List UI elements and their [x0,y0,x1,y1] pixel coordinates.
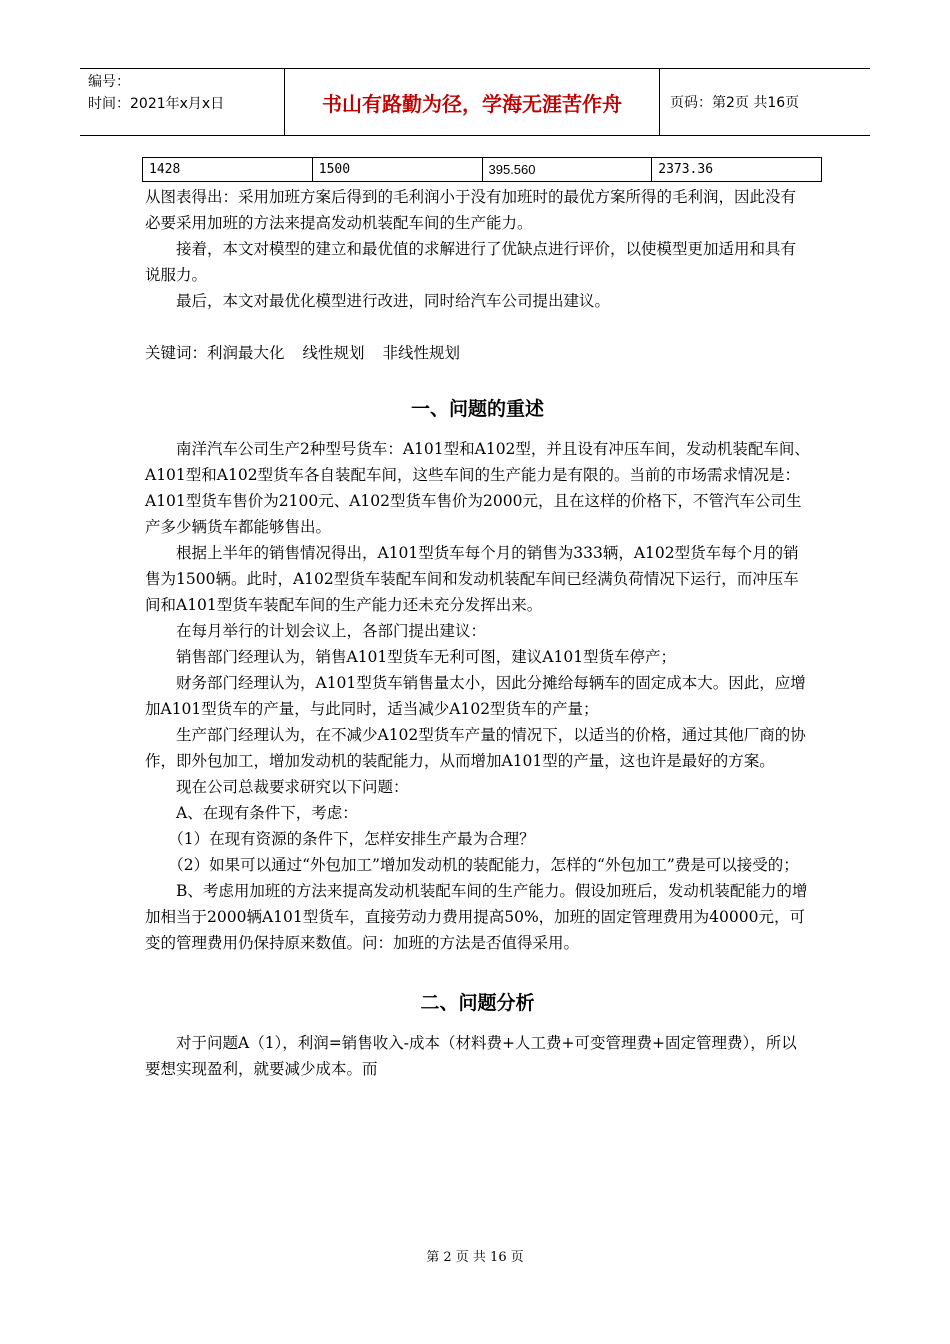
table-cell: 1500 [312,158,482,182]
body-paragraph: 在每月举行的计划会议上，各部门提出建议： [176,622,487,640]
section-heading: 一、问题的重述 [410,398,544,420]
table-row [143,158,822,182]
keyword: 非线性规划 [382,344,461,362]
body-paragraph: 销售部门经理认为，销售A101型货车无利可图，建议A101型货车停产； [176,648,677,666]
abstract-paragraph: 接着，本文对模型的建立和最优值的求解进行了优缺点进行评价，以使模型更加适用和具有说服力。 [145,240,797,284]
header-motto: 书山有路勤为径，学海无涯苦作舟 [284,69,660,135]
keywords-line [145,340,810,366]
keyword: 利润最大化 [207,344,285,362]
keyword: 线性规划 [302,344,365,362]
body-paragraph: 对于问题A（1），利润=销售收入-成本（材料费+人工费+可变管理费+固定管理费），所以要想实现盈利，就要减少成本。而 [145,1034,797,1078]
body-paragraph: 根据上半年的销售情况得出，A101型货车每个月的销售为333辆，A102型货车每个月的销售为1500辆。此时，A102型货车装配车间和发动机装配车间已经满负荷情况下运行，而冲压车间和A101型货车装配车间的生产能力还未充分发挥出来。 [145,544,799,614]
header-page-number: 页码：第2页 共16页 [670,95,800,111]
result-table [142,157,822,182]
body-paragraph: 现在公司总裁要求研究以下问题： [176,778,409,796]
section-heading: 二、问题分析 [420,992,535,1014]
body-paragraph: 南洋汽车公司生产2种型号货车：A101型和A102型，并且设有冲压车间，发动机装配车间、A101型和A102型货车各自装配车间，这些车间的生产能力是有限的。当前的市场需求情况是：A101型货车售价为2100元、A102型货车售价为2000元，且在这样的价格下，不管汽车公司生产多少辆货车都能够售出。 [145,440,810,536]
table-cell: 395.560 [482,158,652,182]
date-label: 时间：2021年x月x日 [88,96,225,112]
body-paragraph: （2）如果可以通过“外包加工”增加发动机的装配能力，怎样的“外包加工”费是可以接受的； [168,856,799,874]
keywords-label: 关键词： [145,344,208,362]
table-cell: 1428 [143,158,313,182]
document-body [145,184,810,1082]
body-paragraph: （1）在现有资源的条件下，怎样安排生产最为合理？ [168,830,535,848]
abstract-paragraph: 最后，本文对最优化模型进行改进，同时给汽车公司提出建议。 [176,292,611,310]
body-paragraph: B、考虑用加班的方法来提高发动机装配车间的生产能力。假设加班后，发动机装配能力的增加相当于2000辆A101型货车，直接劳动力费用提高50%，加班的固定管理费用为40000元，可变的管理费用仍保持原来数值。问：加班的方法是否值得采用。 [145,882,808,952]
serial-number-label: 编号： [88,74,130,90]
body-paragraph: 生产部门经理认为，在不减少A102型货车产量的情况下，以适当的价格，通过其他厂商的协作，即外包加工，增加发动机的装配能力，从而增加A101型的产量，这也许是最好的方案。 [145,726,806,770]
page-header [80,68,870,136]
body-paragraph: 财务部门经理认为，A101型货车销售量太小，因此分摊给每辆车的固定成本大。因此，应增加A101型货车的产量，与此同时，适当减少A102型货车的产量； [145,674,806,718]
header-meta [80,69,284,135]
page-footer: 第 2 页 共 16 页 [426,1250,524,1265]
abstract-paragraph: 从图表得出：采用加班方案后得到的毛利润小于没有加班时的最优方案所得的毛利润，因此没有必要采用加班的方法来提高发动机装配车间的生产能力。 [145,188,797,232]
table-cell: 2373.36 [652,158,822,182]
body-paragraph: A、在现有条件下，考虑： [176,804,358,822]
